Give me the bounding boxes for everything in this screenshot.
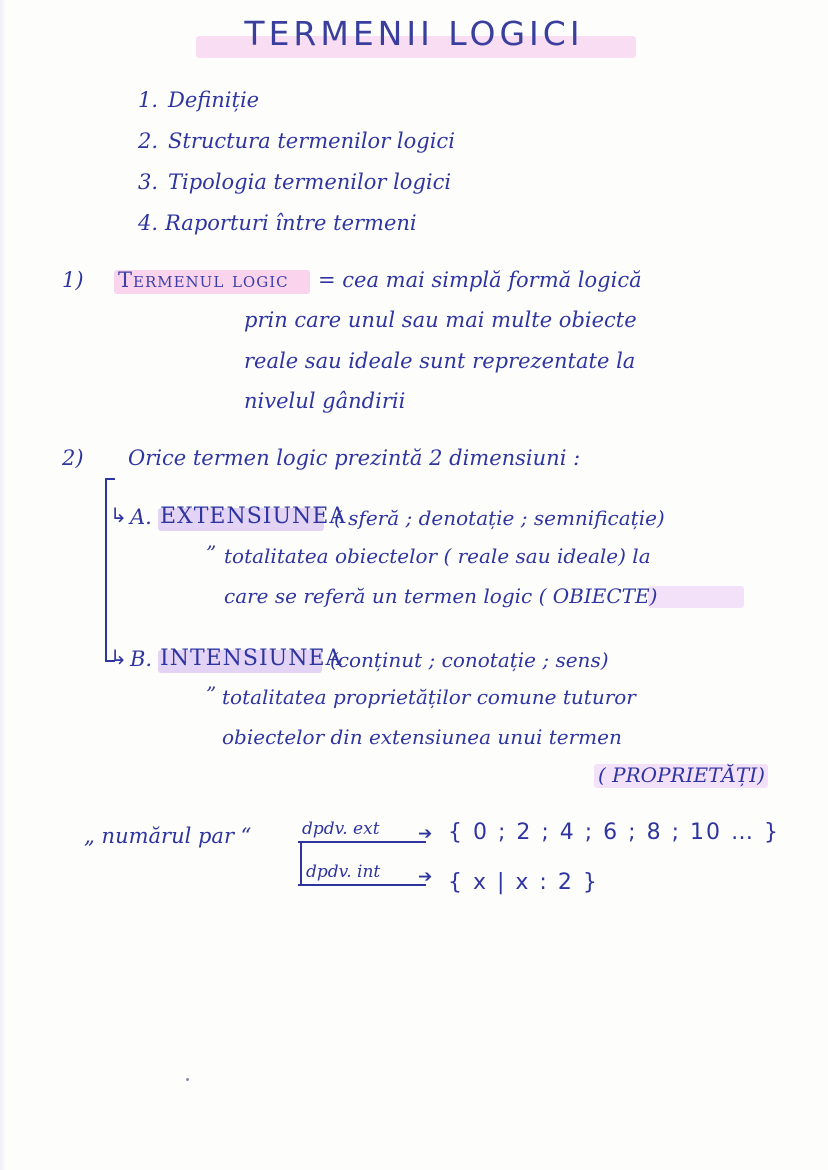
item-a-detail-2: care se referă un termen logic ( OBIECTE) — [224, 584, 658, 608]
page-title: TERMENII LOGICI — [244, 14, 584, 53]
section-1-line-1: = cea mai simplă formă logică — [318, 268, 642, 292]
toc-item-4-text: Raporturi între termeni — [165, 211, 417, 235]
example-branch-2-label: dpdv. int — [306, 862, 381, 882]
section-2-intro: Orice termen logic prezintă 2 dimensiuni : — [128, 446, 581, 470]
item-b-label: B. — [130, 647, 153, 671]
example-connector — [300, 841, 302, 885]
item-b-detail-1: totalitatea proprietăților comune tuturor — [222, 685, 636, 709]
section-1-line-3: reale sau ideale sunt reprezentate la — [244, 349, 636, 373]
section-1-marker: 1) — [62, 268, 84, 292]
example-branch-1-rule — [298, 841, 426, 843]
item-a-paren: ( sferă ; denotație ; semnificație) — [334, 506, 665, 530]
obiecte-highlight — [648, 586, 744, 608]
example-branch-2-rule — [298, 884, 426, 886]
item-b-paren: (conținut ; conotație ; sens) — [330, 648, 609, 672]
example-branch-1-label: dpdv. ext — [302, 819, 380, 839]
highlighted-term: Termenul logic — [118, 268, 289, 292]
example-branch-2-value: { x | x : 2 } — [448, 870, 599, 895]
arrow-hook-a-icon: ↳ — [110, 503, 127, 527]
item-a-term: EXTENSIUNEA — [160, 504, 347, 529]
example-branch-1-arrow-icon: ➔ — [418, 824, 433, 844]
toc-item-3-number: 3. — [138, 170, 159, 194]
example-branch-1-value: { 0 ; 2 ; 4 ; 6 ; 8 ; 10 … } — [448, 820, 780, 845]
item-a-detail-1: totalitatea obiectelor ( reale sau ideale) la — [224, 544, 651, 568]
item-b-detail-2: obiectelor din extensiunea unui termen — [222, 725, 622, 749]
item-b-detail-badge: ( PROPRIETĂȚI) — [598, 763, 765, 787]
stray-ink-dot — [186, 1078, 189, 1081]
toc-item-4-number: 4. — [138, 211, 159, 235]
item-a-label: A. — [130, 505, 152, 529]
item-b-term: INTENSIUNEA — [160, 646, 343, 671]
toc-item-1-number: 1. — [138, 88, 159, 112]
item-a-quote-mark: ” — [206, 541, 217, 565]
toc-item-3-text: Tipologia termenilor logici — [168, 170, 452, 194]
toc-item-2-text: Structura termenilor logici — [168, 129, 455, 153]
arrow-hook-b-icon: ↳ — [110, 645, 127, 669]
example-subject: „ numărul par “ — [84, 824, 252, 848]
section-2-marker: 2) — [62, 446, 84, 470]
section-1-line-4: nivelul gândirii — [244, 389, 406, 413]
group-bracket-top — [105, 478, 115, 480]
example-branch-2-arrow-icon: ➔ — [418, 867, 433, 887]
page-title-wrap — [0, 14, 828, 53]
page-edge-shadow — [0, 0, 6, 1170]
item-b-quote-mark: ” — [206, 682, 217, 706]
group-bracket — [105, 478, 107, 660]
toc-item-2-number: 2. — [138, 129, 159, 153]
section-1-line-2: prin care unul sau mai multe obiecte — [244, 308, 637, 332]
toc-item-1-text: Definiție — [168, 88, 260, 112]
